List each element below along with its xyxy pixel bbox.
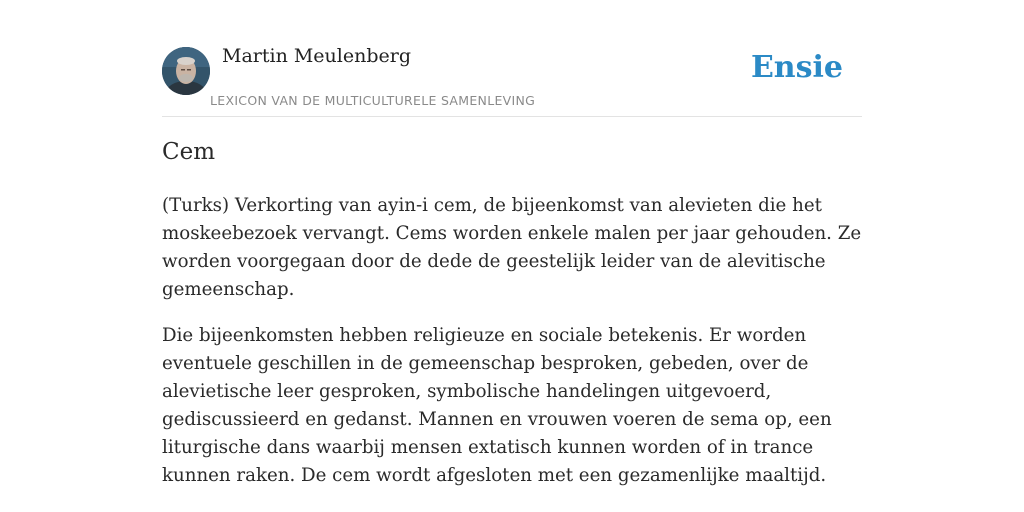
publication-name[interactable]: LEXICON VAN DE MULTICULTURELE SAMENLEVING: [210, 93, 536, 108]
article-header: [162, 0, 862, 117]
article-body: [162, 192, 862, 508]
author-name[interactable]: Martin Meulenberg: [222, 45, 411, 67]
author-avatar[interactable]: [162, 47, 210, 95]
paragraph-2: Die bijeenkomsten hebben religieuze en sociale betekenis. Er worden eventuele geschillen in de gemeenschap besproken, gebeden, over de alevietische leer gesproken, symbolische handelingen uitgevoerd, gediscussieerd en gedanst. Mannen en vrouwen voeren de sema op, een liturgische dans waarbij mensen extatisch kunnen worden of in trance kunnen raken. De cem wordt afgesloten met een gezamenlijke maaltijd.: [162, 325, 832, 486]
paragraph-1: (Turks) Verkorting van ayin-i cem, de bijeenkomst van alevieten die het moskeebezoek vervangt. Cems worden enkele malen per jaar gehouden. Ze worden voorgegaan door de dede de geestelijk leider van de alevitische gemeenschap.: [162, 195, 862, 300]
article-page: [162, 0, 862, 486]
brand-logo[interactable]: Ensie: [750, 50, 843, 85]
author-photo-icon: [162, 47, 210, 95]
article-title: Cem: [162, 139, 216, 165]
